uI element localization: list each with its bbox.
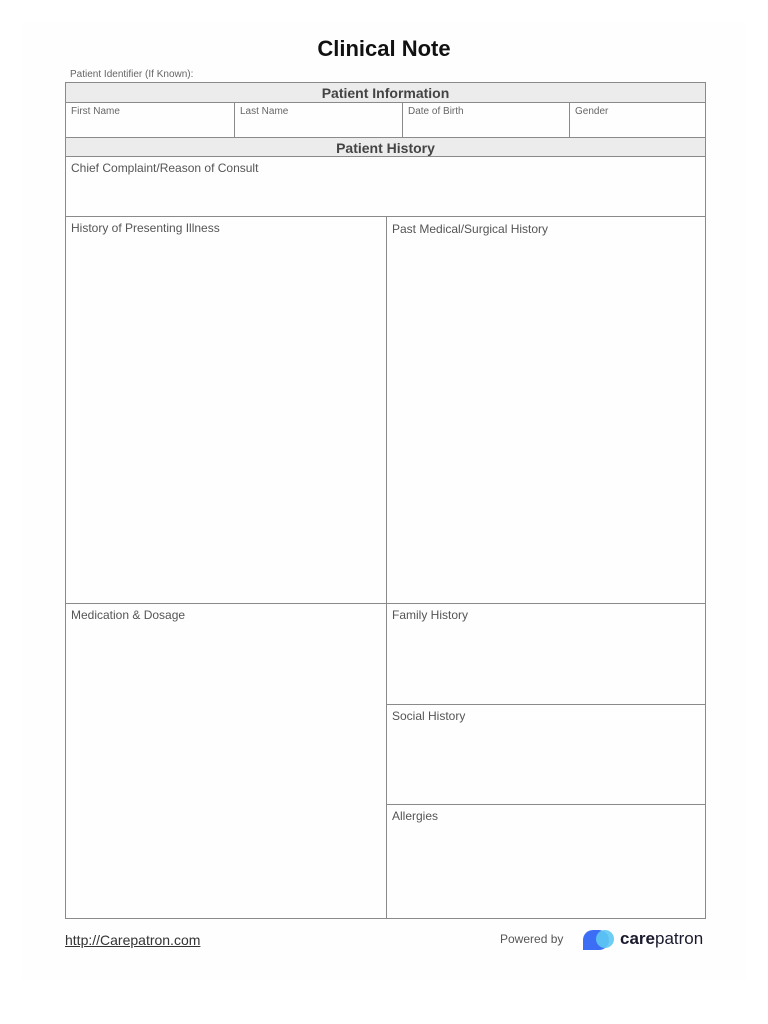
- chief-complaint-label: Chief Complaint/Reason of Consult: [71, 161, 259, 175]
- brand-bold: care: [620, 929, 655, 948]
- past-medical-surgical-label: Past Medical/Surgical History: [392, 222, 549, 236]
- family-history-label: Family History: [392, 608, 469, 622]
- page-title: Clinical Note: [317, 36, 451, 61]
- last-name-label: Last Name: [240, 106, 289, 117]
- history-presenting-illness-field[interactable]: [66, 217, 387, 604]
- patient-identifier-label: Patient Identifier (If Known):: [70, 69, 194, 80]
- first-name-label: First Name: [71, 106, 120, 117]
- brand-rest: patron: [654, 929, 704, 948]
- family-history-field[interactable]: [387, 604, 705, 705]
- first-name-field[interactable]: [66, 103, 235, 138]
- patient-history-heading: Patient History: [66, 137, 705, 157]
- allergies-label: Allergies: [392, 809, 439, 823]
- last-name-field[interactable]: [235, 103, 403, 138]
- social-history-field[interactable]: [387, 705, 705, 805]
- powered-by-label: Powered by: [500, 932, 564, 946]
- social-history-label: Social History: [392, 709, 466, 723]
- date-of-birth-field[interactable]: [403, 103, 570, 138]
- gender-label: Gender: [575, 106, 609, 117]
- date-of-birth-label: Date of Birth: [408, 106, 464, 117]
- past-medical-surgical-field[interactable]: [387, 217, 705, 604]
- carepatron-link[interactable]: http://Carepatron.com: [65, 932, 201, 948]
- gender-field[interactable]: [570, 103, 705, 138]
- history-presenting-illness-label: History of Presenting Illness: [71, 221, 220, 235]
- medication-dosage-field[interactable]: [66, 604, 387, 918]
- medication-dosage-label: Medication & Dosage: [71, 608, 186, 622]
- carepatron-logo-icon: [581, 928, 621, 952]
- carepatron-brand: [620, 929, 703, 949]
- clinical-note-form: [65, 82, 706, 919]
- patient-information-heading: Patient Information: [66, 83, 705, 103]
- chief-complaint-field[interactable]: [66, 157, 705, 217]
- allergies-field[interactable]: [387, 805, 705, 918]
